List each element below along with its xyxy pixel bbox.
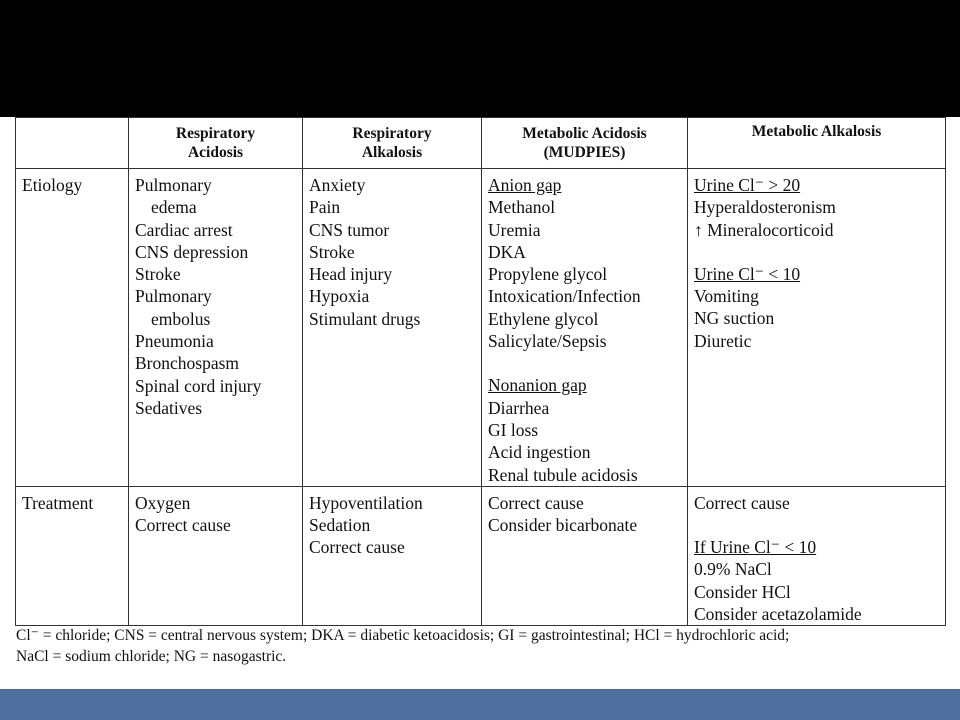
cell-etiology-resp-alkalosis xyxy=(303,169,482,487)
header-line: Alkalosis xyxy=(361,144,423,161)
header-line: (MUDPIES) xyxy=(543,144,626,161)
cell-treatment-resp-acidosis xyxy=(129,486,303,625)
row-label-text: Etiology xyxy=(22,175,83,195)
cell-etiology-met-acidosis xyxy=(482,169,688,487)
header-row xyxy=(16,118,946,169)
list-item: Hypoventilation xyxy=(309,492,423,513)
list-item: Ethylene glycol xyxy=(488,308,599,329)
list-item: Propylene glycol xyxy=(488,264,608,285)
list-item: Head injury xyxy=(309,264,393,285)
spacer xyxy=(488,352,687,374)
list-item: Pulmonary xyxy=(135,286,212,307)
header-line: Metabolic Acidosis xyxy=(522,125,647,142)
nonanion-gap-heading: Nonanion gap xyxy=(488,375,587,396)
header-blank xyxy=(16,118,129,169)
row-label-text: Treatment xyxy=(22,492,94,513)
list-item: Sedation xyxy=(309,515,371,536)
list-item: CNS depression xyxy=(135,241,249,262)
list-item: Uremia xyxy=(488,219,541,240)
list-item: Renal tubule acidosis xyxy=(488,464,638,485)
cell-treatment-met-alkalosis xyxy=(688,486,946,625)
list-item: Spinal cord injury xyxy=(135,375,262,396)
list-item: Methanol xyxy=(488,197,556,218)
header-line: Respiratory xyxy=(352,125,432,142)
header-line: Acidosis xyxy=(187,144,244,161)
list-item: Stroke xyxy=(309,241,355,262)
list-item: NG suction xyxy=(694,308,775,329)
list-item: Correct cause xyxy=(309,537,405,558)
row-label-etiology xyxy=(16,169,129,487)
list-item: Diuretic xyxy=(694,330,752,351)
list-item: Anxiety xyxy=(309,175,366,195)
list-item: ↑ Mineralocorticoid xyxy=(694,219,834,240)
header-respiratory-alkalosis xyxy=(303,118,482,169)
list-item: Acid ingestion xyxy=(488,442,591,463)
table-row-etiology xyxy=(16,169,946,487)
list-item: Correct cause xyxy=(694,492,790,513)
list-item: Hypoxia xyxy=(309,286,370,307)
list-item: Oxygen xyxy=(135,492,191,513)
list-item: Intoxication/Infection xyxy=(488,286,641,307)
header-metabolic-alkalosis xyxy=(688,118,946,169)
row-label-treatment xyxy=(16,486,129,625)
urine-cl-high-heading: Urine Cl⁻ > 20 xyxy=(694,175,801,195)
cell-treatment-resp-alkalosis xyxy=(303,486,482,625)
top-black-band xyxy=(0,0,960,117)
list-item: embolus xyxy=(151,308,211,329)
footnote-line: NaCl = sodium chloride; NG = nasogastric. xyxy=(16,648,287,665)
list-item: Cardiac arrest xyxy=(135,219,233,240)
list-item: Consider HCl xyxy=(694,581,791,602)
table-row-treatment xyxy=(16,486,946,625)
urine-cl-low-heading: Urine Cl⁻ < 10 xyxy=(694,263,801,284)
list-item: Diarrhea xyxy=(488,397,550,418)
list-item: Sedatives xyxy=(135,397,203,418)
list-item: 0.9% NaCl xyxy=(694,559,772,580)
header-line: Metabolic Alkalosis xyxy=(751,123,882,140)
acid-base-table xyxy=(15,117,946,626)
list-item: Consider bicarbonate xyxy=(488,515,638,536)
cell-treatment-met-acidosis xyxy=(482,486,688,625)
list-item: Pneumonia xyxy=(135,331,214,352)
cell-etiology-met-alkalosis xyxy=(688,169,946,487)
list-item: Vomiting xyxy=(694,286,759,307)
urine-cl-low-treatment-heading: If Urine Cl⁻ < 10 xyxy=(694,537,817,558)
list-item: Correct cause xyxy=(135,515,231,536)
list-item: Pain xyxy=(309,197,341,218)
acid-base-table-container xyxy=(15,117,945,625)
list-item: CNS tumor xyxy=(309,219,390,240)
header-metabolic-acidosis xyxy=(482,118,688,169)
bottom-blue-band xyxy=(0,689,960,720)
spacer xyxy=(694,514,945,536)
list-item: Hyperaldosteronism xyxy=(694,197,836,218)
list-item: edema xyxy=(151,197,197,218)
list-item: Bronchospasm xyxy=(135,353,240,374)
header-line: Respiratory xyxy=(175,125,256,142)
cell-etiology-resp-acidosis xyxy=(129,169,303,487)
list-item: Correct cause xyxy=(488,492,584,513)
list-item: DKA xyxy=(488,241,526,262)
anion-gap-heading: Anion gap xyxy=(488,175,562,195)
list-item: Salicylate/Sepsis xyxy=(488,331,607,352)
list-item: Pulmonary xyxy=(135,175,212,195)
list-item: Stimulant drugs xyxy=(309,308,421,329)
spacer xyxy=(694,241,945,263)
abbreviation-footnote xyxy=(16,625,946,667)
list-item: GI loss xyxy=(488,419,539,440)
list-item: Consider acetazolamide xyxy=(694,604,862,625)
footnote-line: Cl⁻ = chloride; CNS = central nervous system; DKA = diabetic ketoacidosis; GI = gastrointestinal; HCl = hydrochloric acid; xyxy=(16,627,790,644)
list-item: Stroke xyxy=(135,264,181,285)
header-respiratory-acidosis xyxy=(129,118,303,169)
